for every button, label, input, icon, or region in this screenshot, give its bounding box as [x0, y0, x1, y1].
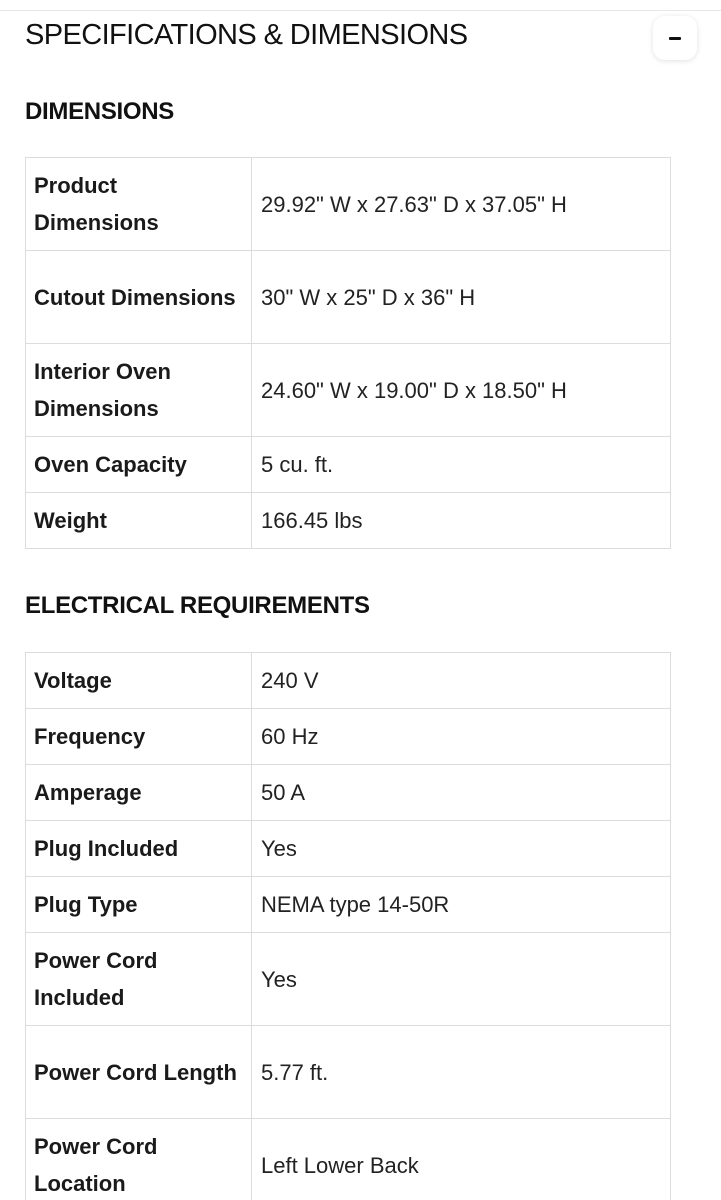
table-row: [26, 877, 671, 933]
row-label: Power Cord Included: [26, 933, 252, 1026]
row-label: Cutout Dimensions: [26, 251, 252, 344]
row-value: Yes: [252, 821, 671, 877]
dimensions-table: [25, 157, 671, 549]
specs-accordion-header[interactable]: [25, 18, 697, 58]
row-value: 60 Hz: [252, 709, 671, 765]
row-value: 50 A: [252, 765, 671, 821]
row-value: 29.92" W x 27.63" D x 37.05" H: [252, 158, 671, 251]
table-row: [26, 1119, 671, 1200]
row-value: 5 cu. ft.: [252, 437, 671, 493]
row-value: 5.77 ft.: [252, 1026, 671, 1119]
row-value: 166.45 lbs: [252, 493, 671, 549]
row-value: Left Lower Back: [252, 1119, 671, 1200]
row-value: NEMA type 14-50R: [252, 877, 671, 933]
table-row: [26, 821, 671, 877]
row-value: 30" W x 25" D x 36" H: [252, 251, 671, 344]
table-row: [26, 765, 671, 821]
electrical-heading: ELECTRICAL REQUIREMENTS: [25, 592, 370, 619]
top-divider: [0, 10, 721, 11]
row-value: Yes: [252, 933, 671, 1026]
row-label: Power Cord Location: [26, 1119, 252, 1200]
row-label: Frequency: [26, 709, 252, 765]
row-label: Plug Included: [26, 821, 252, 877]
table-row: [26, 437, 671, 493]
electrical-table: [25, 652, 671, 1200]
row-label: Power Cord Length: [26, 1026, 252, 1119]
table-row: [26, 1026, 671, 1119]
row-label: Weight: [26, 493, 252, 549]
row-label: Plug Type: [26, 877, 252, 933]
dimensions-heading: DIMENSIONS: [25, 98, 175, 125]
row-label: Voltage: [26, 653, 252, 709]
row-value: 24.60" W x 19.00" D x 18.50" H: [252, 344, 671, 437]
table-row: [26, 653, 671, 709]
table-row: [26, 709, 671, 765]
row-label: Oven Capacity: [26, 437, 252, 493]
table-row: [26, 933, 671, 1026]
row-value: 240 V: [252, 653, 671, 709]
row-label: Amperage: [26, 765, 252, 821]
row-label: Interior Oven Dimensions: [26, 344, 252, 437]
collapse-button[interactable]: [653, 16, 697, 60]
table-row: [26, 158, 671, 251]
row-label: Product Dimensions: [26, 158, 252, 251]
table-row: [26, 493, 671, 549]
table-row: [26, 344, 671, 437]
minus-icon: [669, 37, 681, 40]
accordion-title: SPECIFICATIONS & DIMENSIONS: [25, 19, 468, 51]
table-row: [26, 251, 671, 344]
